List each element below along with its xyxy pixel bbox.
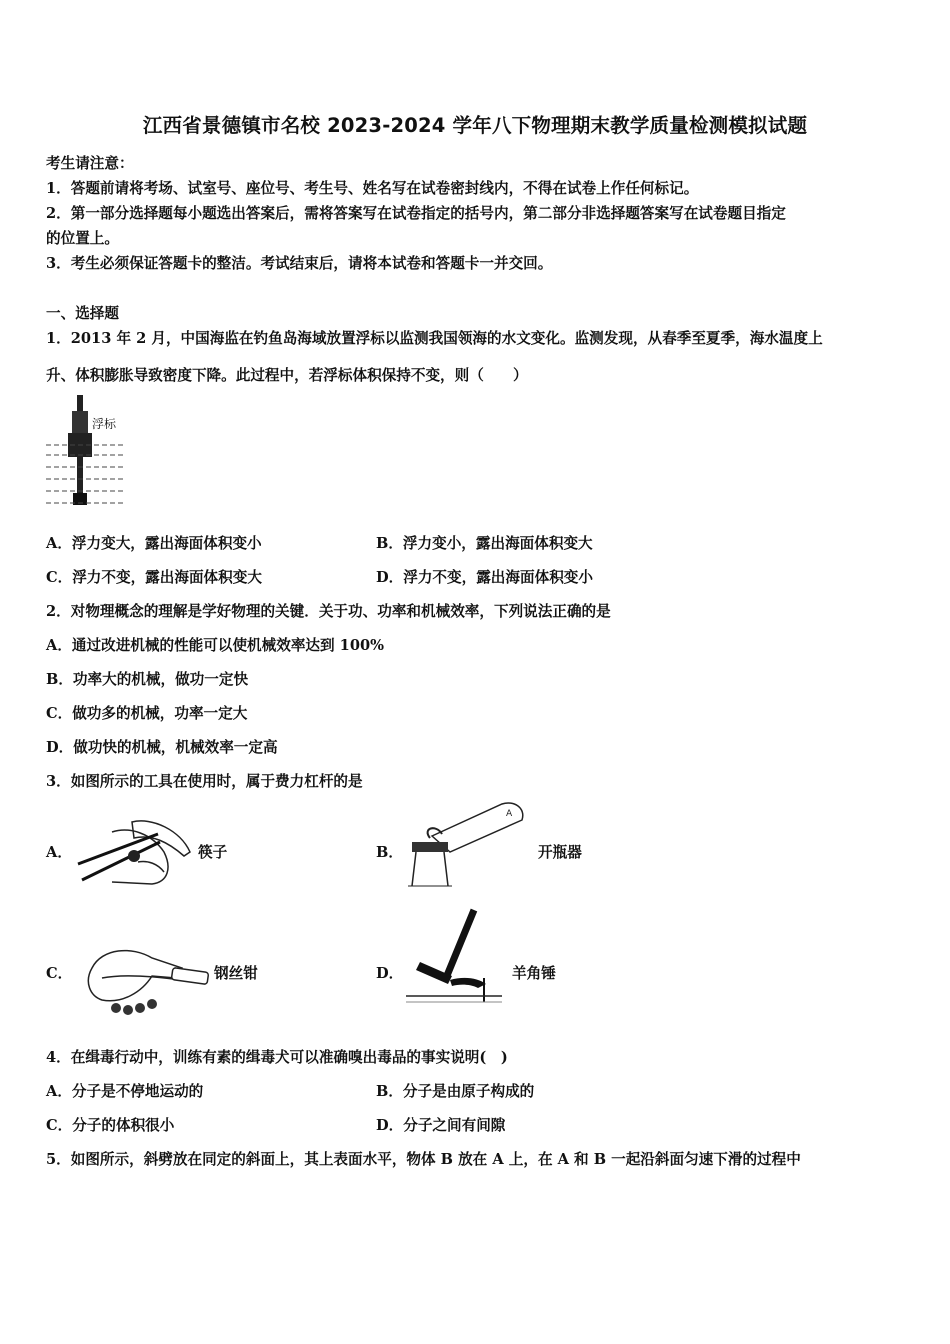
q3-option-a-label: 筷子 <box>198 844 228 861</box>
q2-option-b: B．功率大的机械，做功一定快 <box>46 671 249 688</box>
q3-option-b-letter: B． <box>376 844 403 861</box>
pliers-figure <box>72 938 212 1022</box>
q3-stem: 3．如图所示的工具在使用时，属于费力杠杆的是 <box>46 773 363 790</box>
q1-stem-line1: 1．2013 年 2 月，中国海监在钓鱼岛海域放置浮标以监测我国领海的水文变化。监测发现，从春季至夏季，海水温度上 <box>46 330 823 347</box>
q1-option-c: C．浮力不变，露出海面体积变大 <box>46 569 262 586</box>
buoy-figure <box>44 395 128 517</box>
q1-option-b: B．浮力变小，露出海面体积变大 <box>376 535 593 552</box>
q4-option-c: C．分子的体积很小 <box>46 1117 175 1134</box>
notice-item-2-cont: 的位置上。 <box>46 230 119 247</box>
page-title: 江西省景德镇市名校 2023-2024 学年八下物理期末教学质量检测模拟试题 <box>142 114 808 137</box>
notice-heading: 考生请注意： <box>46 155 134 172</box>
q3-option-a-letter: A． <box>46 844 72 861</box>
q4-stem: 4．在缉毒行动中，训练有素的缉毒犬可以准确嗅出毒品的事实说明( ) <box>46 1049 508 1066</box>
notice-item-1: 1．答题前请将考场、试室号、座位号、考生号、姓名写在试卷密封线内，不得在试卷上作任何标记。 <box>46 180 699 197</box>
notice-item-2: 2．第一部分选择题每小题选出答案后，需将答案写在试卷指定的括号内，第二部分非选择题答案写在试卷题目指定 <box>46 205 786 222</box>
q2-option-a: A．通过改进机械的性能可以使机械效率达到 100% <box>46 637 385 654</box>
q1-option-d: D．浮力不变，露出海面体积变小 <box>376 569 593 586</box>
claw-hammer-figure <box>402 904 506 1022</box>
q2-stem: 2．对物理概念的理解是学好物理的关键．关于功、功率和机械效率，下列说法正确的是 <box>46 603 611 620</box>
section-heading: 一、选择题 <box>46 305 119 322</box>
q4-option-a: A．分子是不停地运动的 <box>46 1083 204 1100</box>
q3-option-c-letter: C． <box>46 965 73 982</box>
q3-option-d-letter: D． <box>376 965 404 982</box>
q5-stem: 5．如图所示，斜劈放在同定的斜面上，其上表面水平，物体 B 放在 A 上，在 A 和 B 一起沿斜面匀速下滑的过程中 <box>46 1151 801 1168</box>
q4-option-b: B．分子是由原子构成的 <box>376 1083 535 1100</box>
buoy-label: 浮标 <box>92 417 117 431</box>
chopsticks-figure <box>72 812 198 888</box>
q4-option-d: D．分子之间有间隙 <box>376 1117 506 1134</box>
notice-item-3: 3．考生必须保证答题卡的整洁。考试结束后，请将本试卷和答题卡一并交回。 <box>46 255 553 272</box>
q2-option-c: C．做功多的机械，功率一定大 <box>46 705 248 722</box>
q3-option-b-label: 开瓶器 <box>538 844 582 861</box>
buoy-antenna <box>77 395 83 411</box>
buoy-top <box>72 411 88 433</box>
q1-stem-line2: 升、体积膨胀导致密度下降。此过程中，若浮标体积保持不变，则（ ） <box>46 367 528 384</box>
q3-option-d-label: 羊角锤 <box>512 965 556 982</box>
q2-option-d: D．做功快的机械，机械效率一定高 <box>46 739 278 756</box>
svg-text:A: A <box>506 809 513 819</box>
buoy-rod <box>77 457 83 493</box>
bottle-opener-figure <box>402 798 528 888</box>
q1-option-a: A．浮力变大，露出海面体积变小 <box>46 535 262 552</box>
q3-option-c-label: 钢丝钳 <box>214 965 258 982</box>
